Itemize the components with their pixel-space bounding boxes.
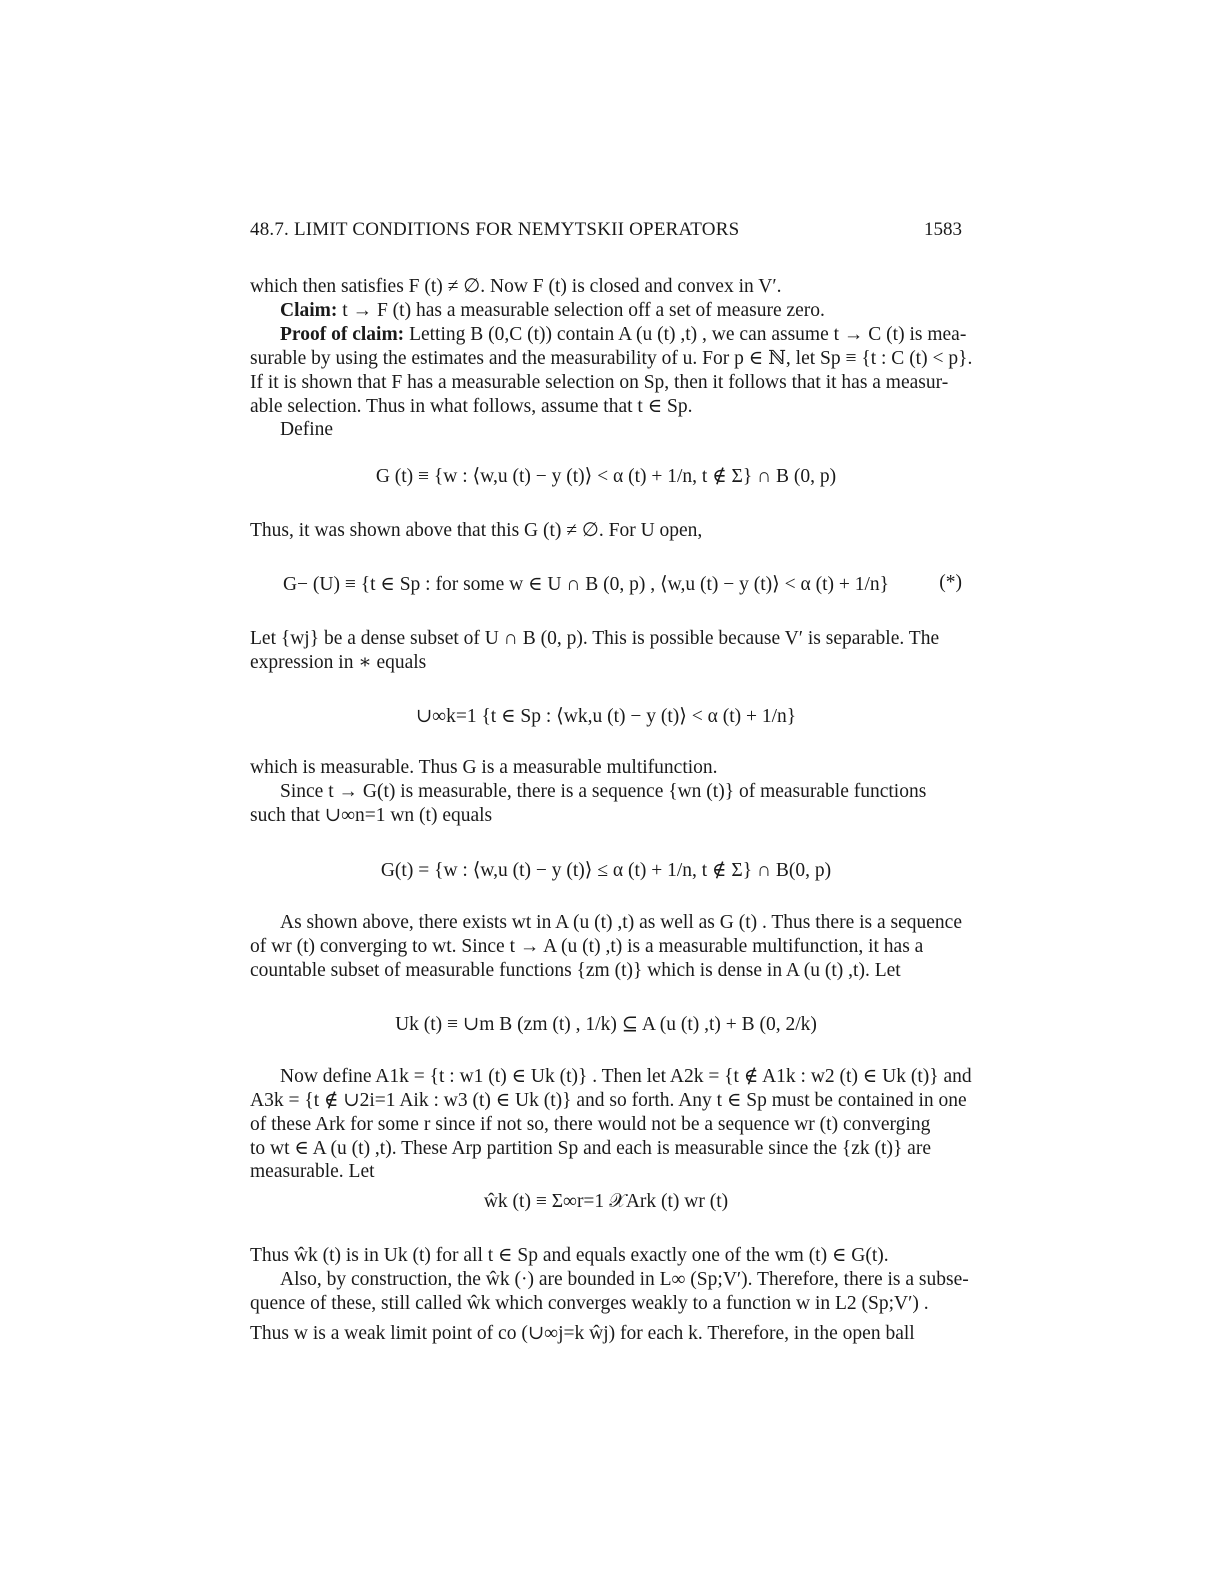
text-line: which is measurable. Thus G is a measurable multifunction.	[250, 757, 718, 778]
text-line: A3k = {t ∉ ∪2i=1 Aik : w3 (t) ∈ Uk (t)} and so forth. Any t ∈ Sp must be contained in one	[250, 1090, 967, 1111]
proof-body: Letting B (0,C (t)) contain A (u (t) ,t) , we can assume t → C (t) is mea-	[404, 324, 967, 345]
text-line: of wr (t) converging to wt. Since t → A (u (t) ,t) is a measurable multifunction, it has a	[250, 936, 924, 957]
text-line: expression in ∗ equals	[250, 652, 427, 673]
equation-G-def: G (t) ≡ {w : ⟨w,u (t) − y (t)⟩ < α (t) + 1/n, t ∉ Σ} ∩ B (0, p)	[375, 466, 837, 487]
proof-paragraph	[250, 323, 967, 347]
equation-tag: (*)	[939, 572, 962, 593]
equation-Uk-def: Uk (t) ≡ ∪m B (zm (t) , 1/k) ⊆ A (u (t) ,t) + B (0, 2/k)	[395, 1014, 817, 1035]
text-line: Define	[280, 419, 334, 440]
text-line: Let {wj} be a dense subset of U ∩ B (0, p). This is possible because V′ is separable. The	[250, 628, 940, 649]
text-line: As shown above, there exists wt in A (u (t) ,t) as well as G (t) . Thus there is a sequence	[280, 912, 962, 933]
text-line: Thus ŵk (t) is in Uk (t) for all t ∈ Sp and equals exactly one of the wm (t) ∈ G(t).	[250, 1245, 889, 1266]
text-line: able selection. Thus in what follows, assume that t ∈ Sp.	[250, 396, 693, 417]
claim-paragraph	[250, 299, 962, 323]
claim-label: Claim:	[280, 300, 338, 321]
text-line: Thus, it was shown above that this G (t) ≠ ∅. For U open,	[250, 520, 703, 541]
document-page	[250, 0, 973, 1584]
text-line: countable subset of measurable functions {zm (t)} which is dense in A (u (t) ,t). Let	[250, 960, 901, 981]
text-line: measurable. Let	[250, 1161, 375, 1182]
text-line: Since t → G(t) is measurable, there is a sequence {wn (t)} of measurable functions	[280, 781, 927, 802]
equation-union: ∪∞k=1 {t ∈ Sp : ⟨wk,u (t) − y (t)⟩ < α (t) + 1/n}	[415, 706, 797, 727]
text-line: to wt ∈ A (u (t) ,t). These Arp partition Sp and each is measurable since the {zk (t)} are	[250, 1138, 931, 1159]
proof-label: Proof of claim:	[280, 324, 405, 345]
text-line: Also, by construction, the ŵk (·) are bounded in L∞ (Sp;V′). Therefore, there is a subse-	[280, 1269, 969, 1290]
text-line: Thus w is a weak limit point of co (∪∞j=k ŵj) for each k. Therefore, in the open ball	[250, 1323, 915, 1344]
text-line: quence of these, still called ŵk which converges weakly to a function w in L2 (Sp;V′) .	[250, 1293, 929, 1314]
section-title: 48.7. LIMIT CONDITIONS FOR NEMYTSKII OPERATORS	[250, 219, 740, 240]
text-line: of these Ark for some r since if not so, there would not be a sequence wr (t) converging	[250, 1114, 931, 1135]
page-number: 1583	[924, 219, 962, 240]
equation-G-inverse: G− (U) ≡ {t ∈ Sp : for some w ∈ U ∩ B (0, p) , ⟨w,u (t) − y (t)⟩ < α (t) + 1/n}	[282, 574, 890, 595]
text-line: such that ∪∞n=1 wn (t) equals	[250, 805, 493, 826]
claim-body: t → F (t) has a measurable selection off a set of measure zero.	[337, 300, 825, 321]
text-line: Now define A1k = {t : w1 (t) ∈ Uk (t)} . Then let A2k = {t ∉ A1k : w2 (t) ∈ Uk (t)} and	[280, 1066, 972, 1087]
text-line: If it is shown that F has a measurable selection on Sp, then it follows that it has a measur-	[250, 372, 949, 393]
text-line: which then satisfies F (t) ≠ ∅. Now F (t) is closed and convex in V′.	[250, 276, 782, 297]
equation-G-closure: G(t) = {w : ⟨w,u (t) − y (t)⟩ ≤ α (t) + 1/n, t ∉ Σ} ∩ B(0, p)	[380, 860, 832, 881]
text-line: surable by using the estimates and the measurability of u. For p ∈ ℕ, let Sp ≡ {t : C (t) < p}.	[250, 348, 973, 369]
equation-wk-hat: ŵk (t) ≡ Σ∞r=1 𝒳Ark (t) wr (t)	[483, 1191, 729, 1212]
